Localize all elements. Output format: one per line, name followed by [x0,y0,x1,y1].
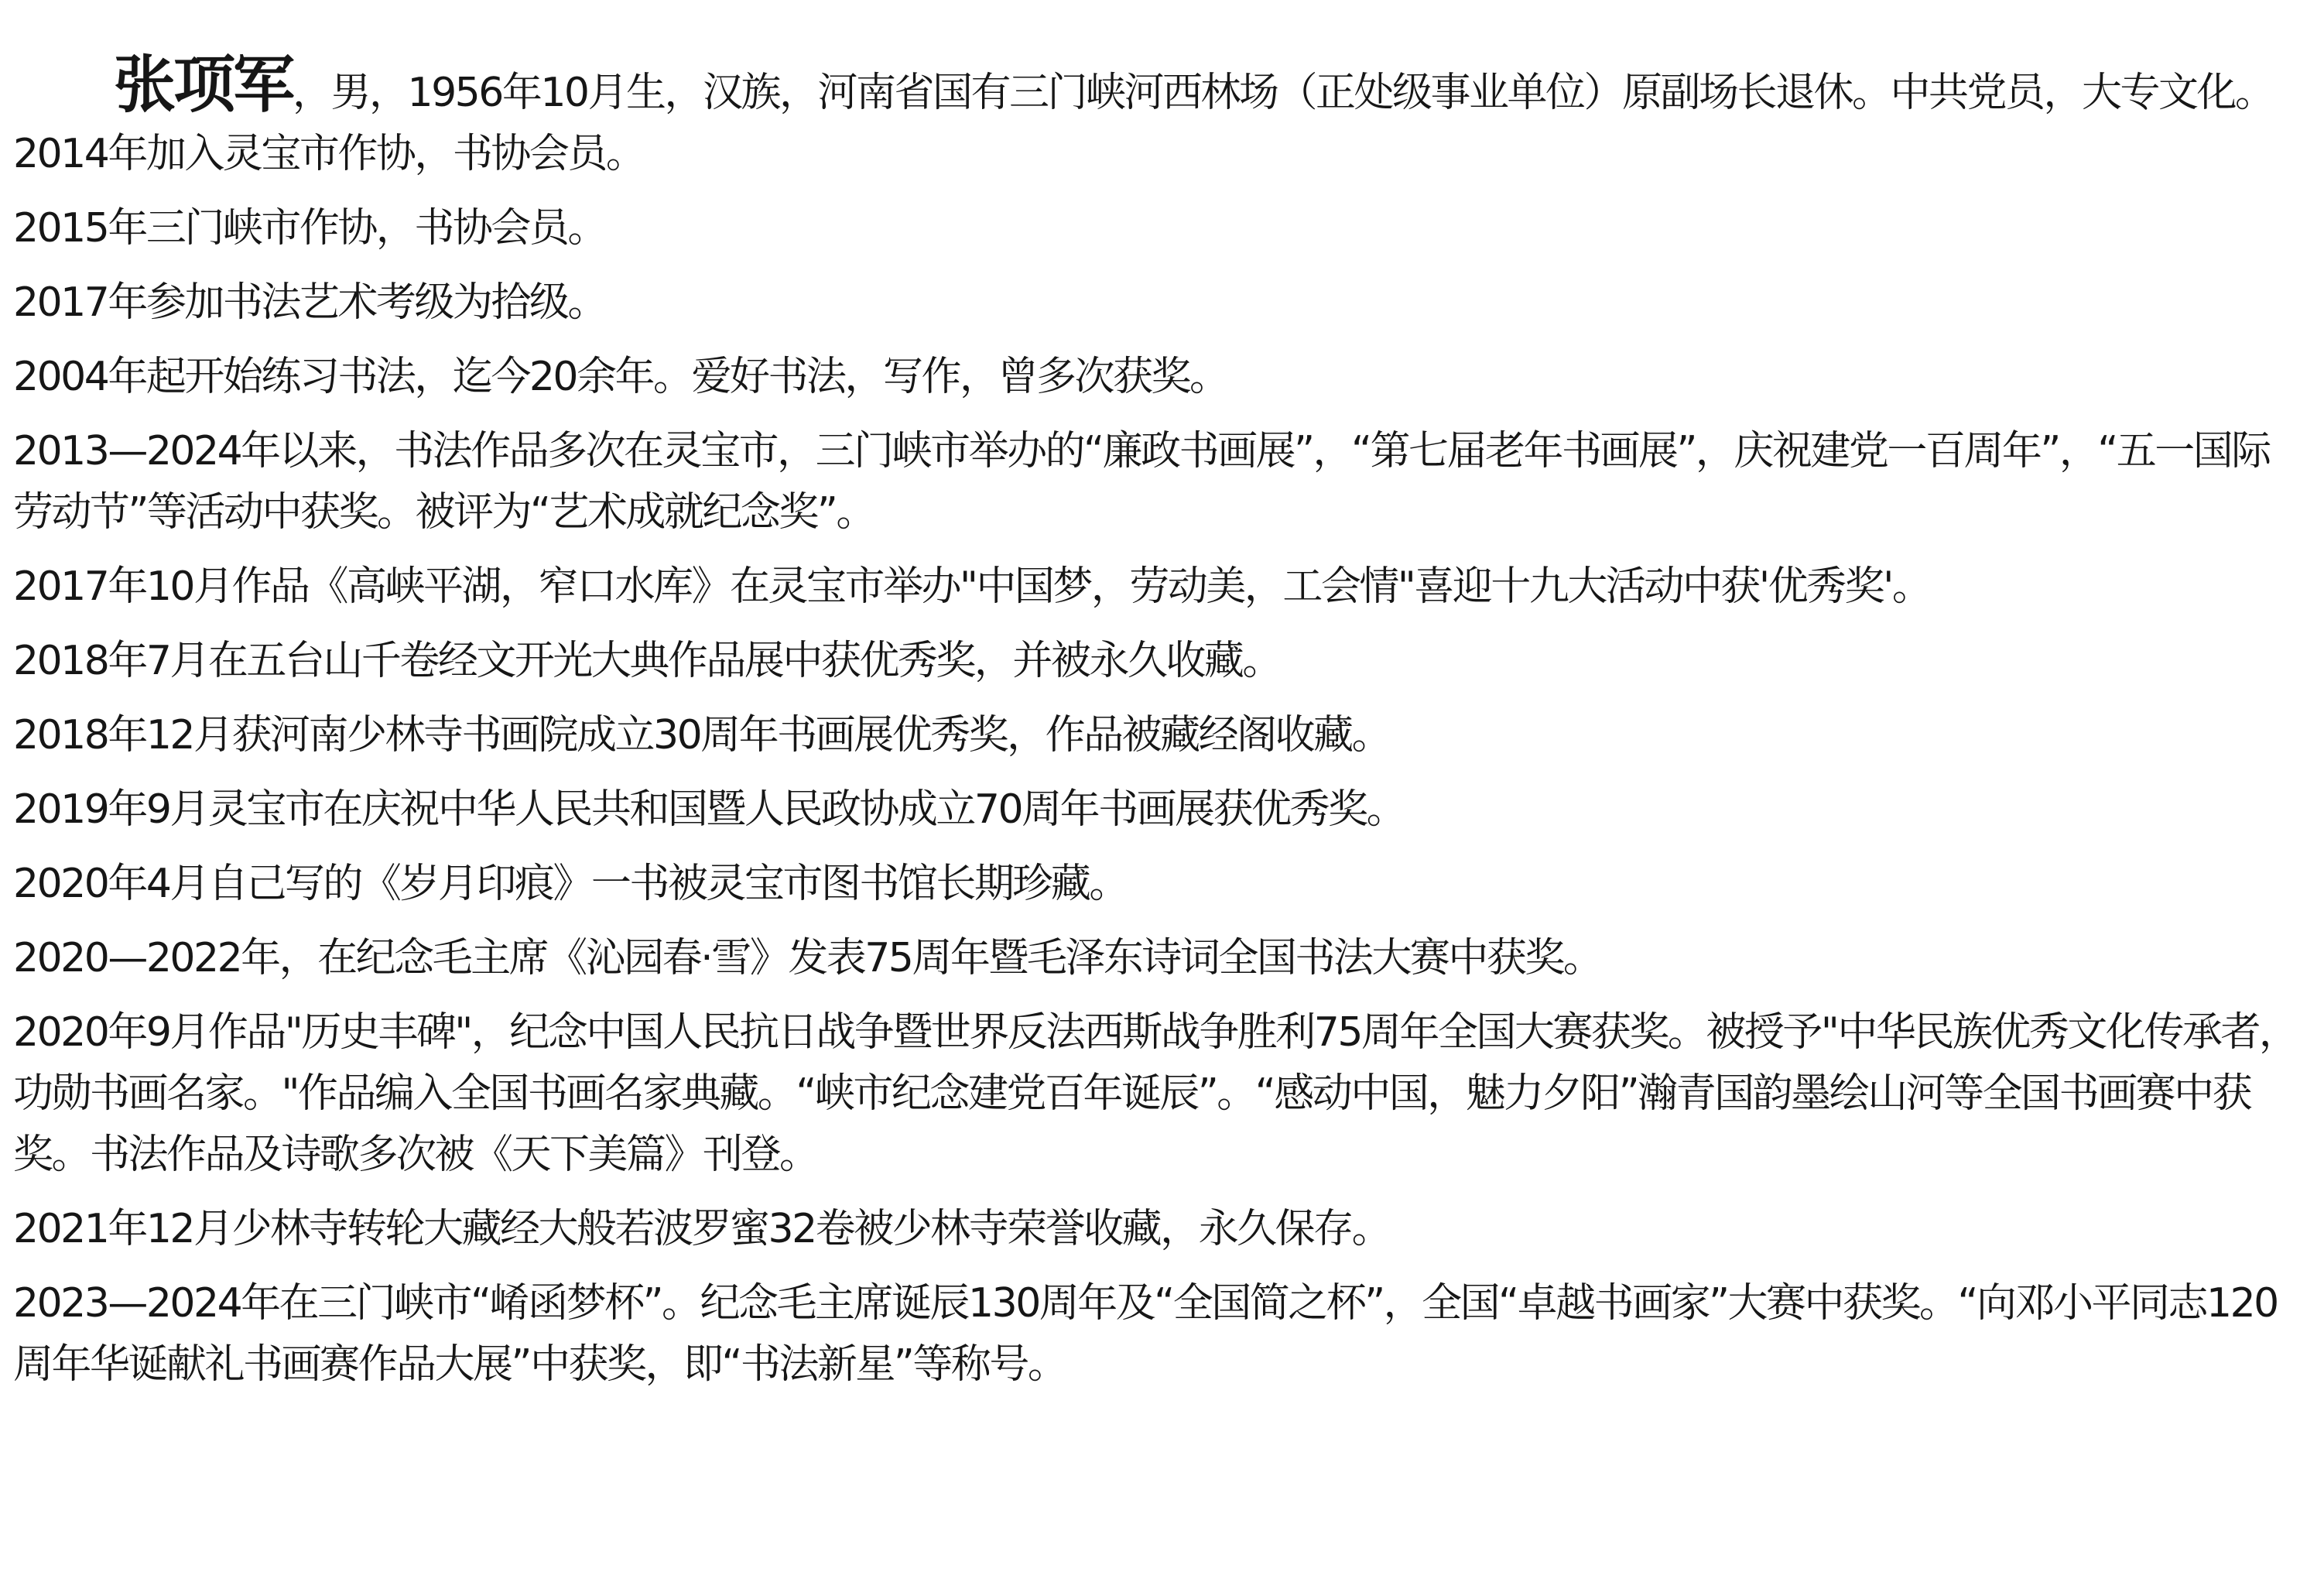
entry-paragraph: 2020—2022年，在纪念毛主席《沁园春·雪》发表75周年暨毛泽东诗词全国书法大赛中获奖。 [13,935,1602,981]
person-name: 张项军 [114,49,293,121]
entry-paragraph: 2013—2024年以来，书法作品多次在灵宝市，三门峡市举办的“廉政书画展”，“第七届老年书画展”，庆祝建党一百周年”，“五一国际劳动节”等活动中获奖。被评为“艺术成就纪念奖”。 [13,428,2270,536]
entry-paragraph: 2015年三门峡市作协，书协会员。 [13,205,606,252]
entry-paragraph: 2019年9月灵宝市在庆祝中华人民共和国暨人民政协成立70周年书画展获优秀奖。 [13,786,1405,833]
entry-paragraph: 2021年12月少林寺转轮大藏经大般若波罗蜜32卷被少林寺荣誉收藏，永久保存。 [13,1206,1391,1252]
entry-paragraph: 2014年加入灵宝市作协，书协会员。 [13,131,645,177]
entry-paragraph: 2023—2024年在三门峡市“崤函梦杯”。纪念毛主席诞辰130周年及“全国简之杯”，全国“卓越书画家”大赛中获奖。“向邓小平同志120周年华诞献礼书画赛作品大展”中获奖，即“书法新星”等称号。 [13,1280,2278,1388]
entry-paragraph: 2004年起开始练习书法，迄今20余年。爱好书法，写作，曾多次获奖。 [13,354,1228,400]
entry-paragraph: 2018年7月在五台山千卷经文开光大典作品展中获优秀奖，并被永久收藏。 [13,638,1281,684]
entry-paragraph: 2020年4月自己写的《岁月印痕》一书被灵宝市图书馆长期珍藏。 [13,861,1128,907]
entry-paragraph: 2017年10月作品《高峡平湖，窄口水库》在灵宝市举办"中国梦，劳动美，工会情"喜迎十九大活动中获'优秀奖'。 [13,563,1931,610]
entry-paragraph: 2017年参加书法艺术考级为拾级。 [13,279,606,326]
intro-paragraph [13,49,2304,124]
entry-paragraph: 2020年9月作品"历史丰碑"，纪念中国人民抗日战争暨世界反法西斯战争胜利75周年全国大赛获奖。被授予"中华民族优秀文化传承者，功勋书画名家。"作品编入全国书画名家典藏。“峡市纪念建党百年诞辰”。“感动中国，魅力夕阳”瀚青国韵墨绘山河等全国书画赛中获奖。书法作品及诗歌多次被《天下美篇》刊登。 [13,1009,2298,1178]
intro-text: ，男，1956年10月生，汉族，河南省国有三门峡河西林场（正处级事业单位）原副场长退休。中共党员，大专文化。 [293,70,2274,116]
entry-paragraph: 2018年12月获河南少林寺书画院成立30周年书画展优秀奖，作品被藏经阁收藏。 [13,712,1391,758]
biography-document [13,49,2304,1409]
